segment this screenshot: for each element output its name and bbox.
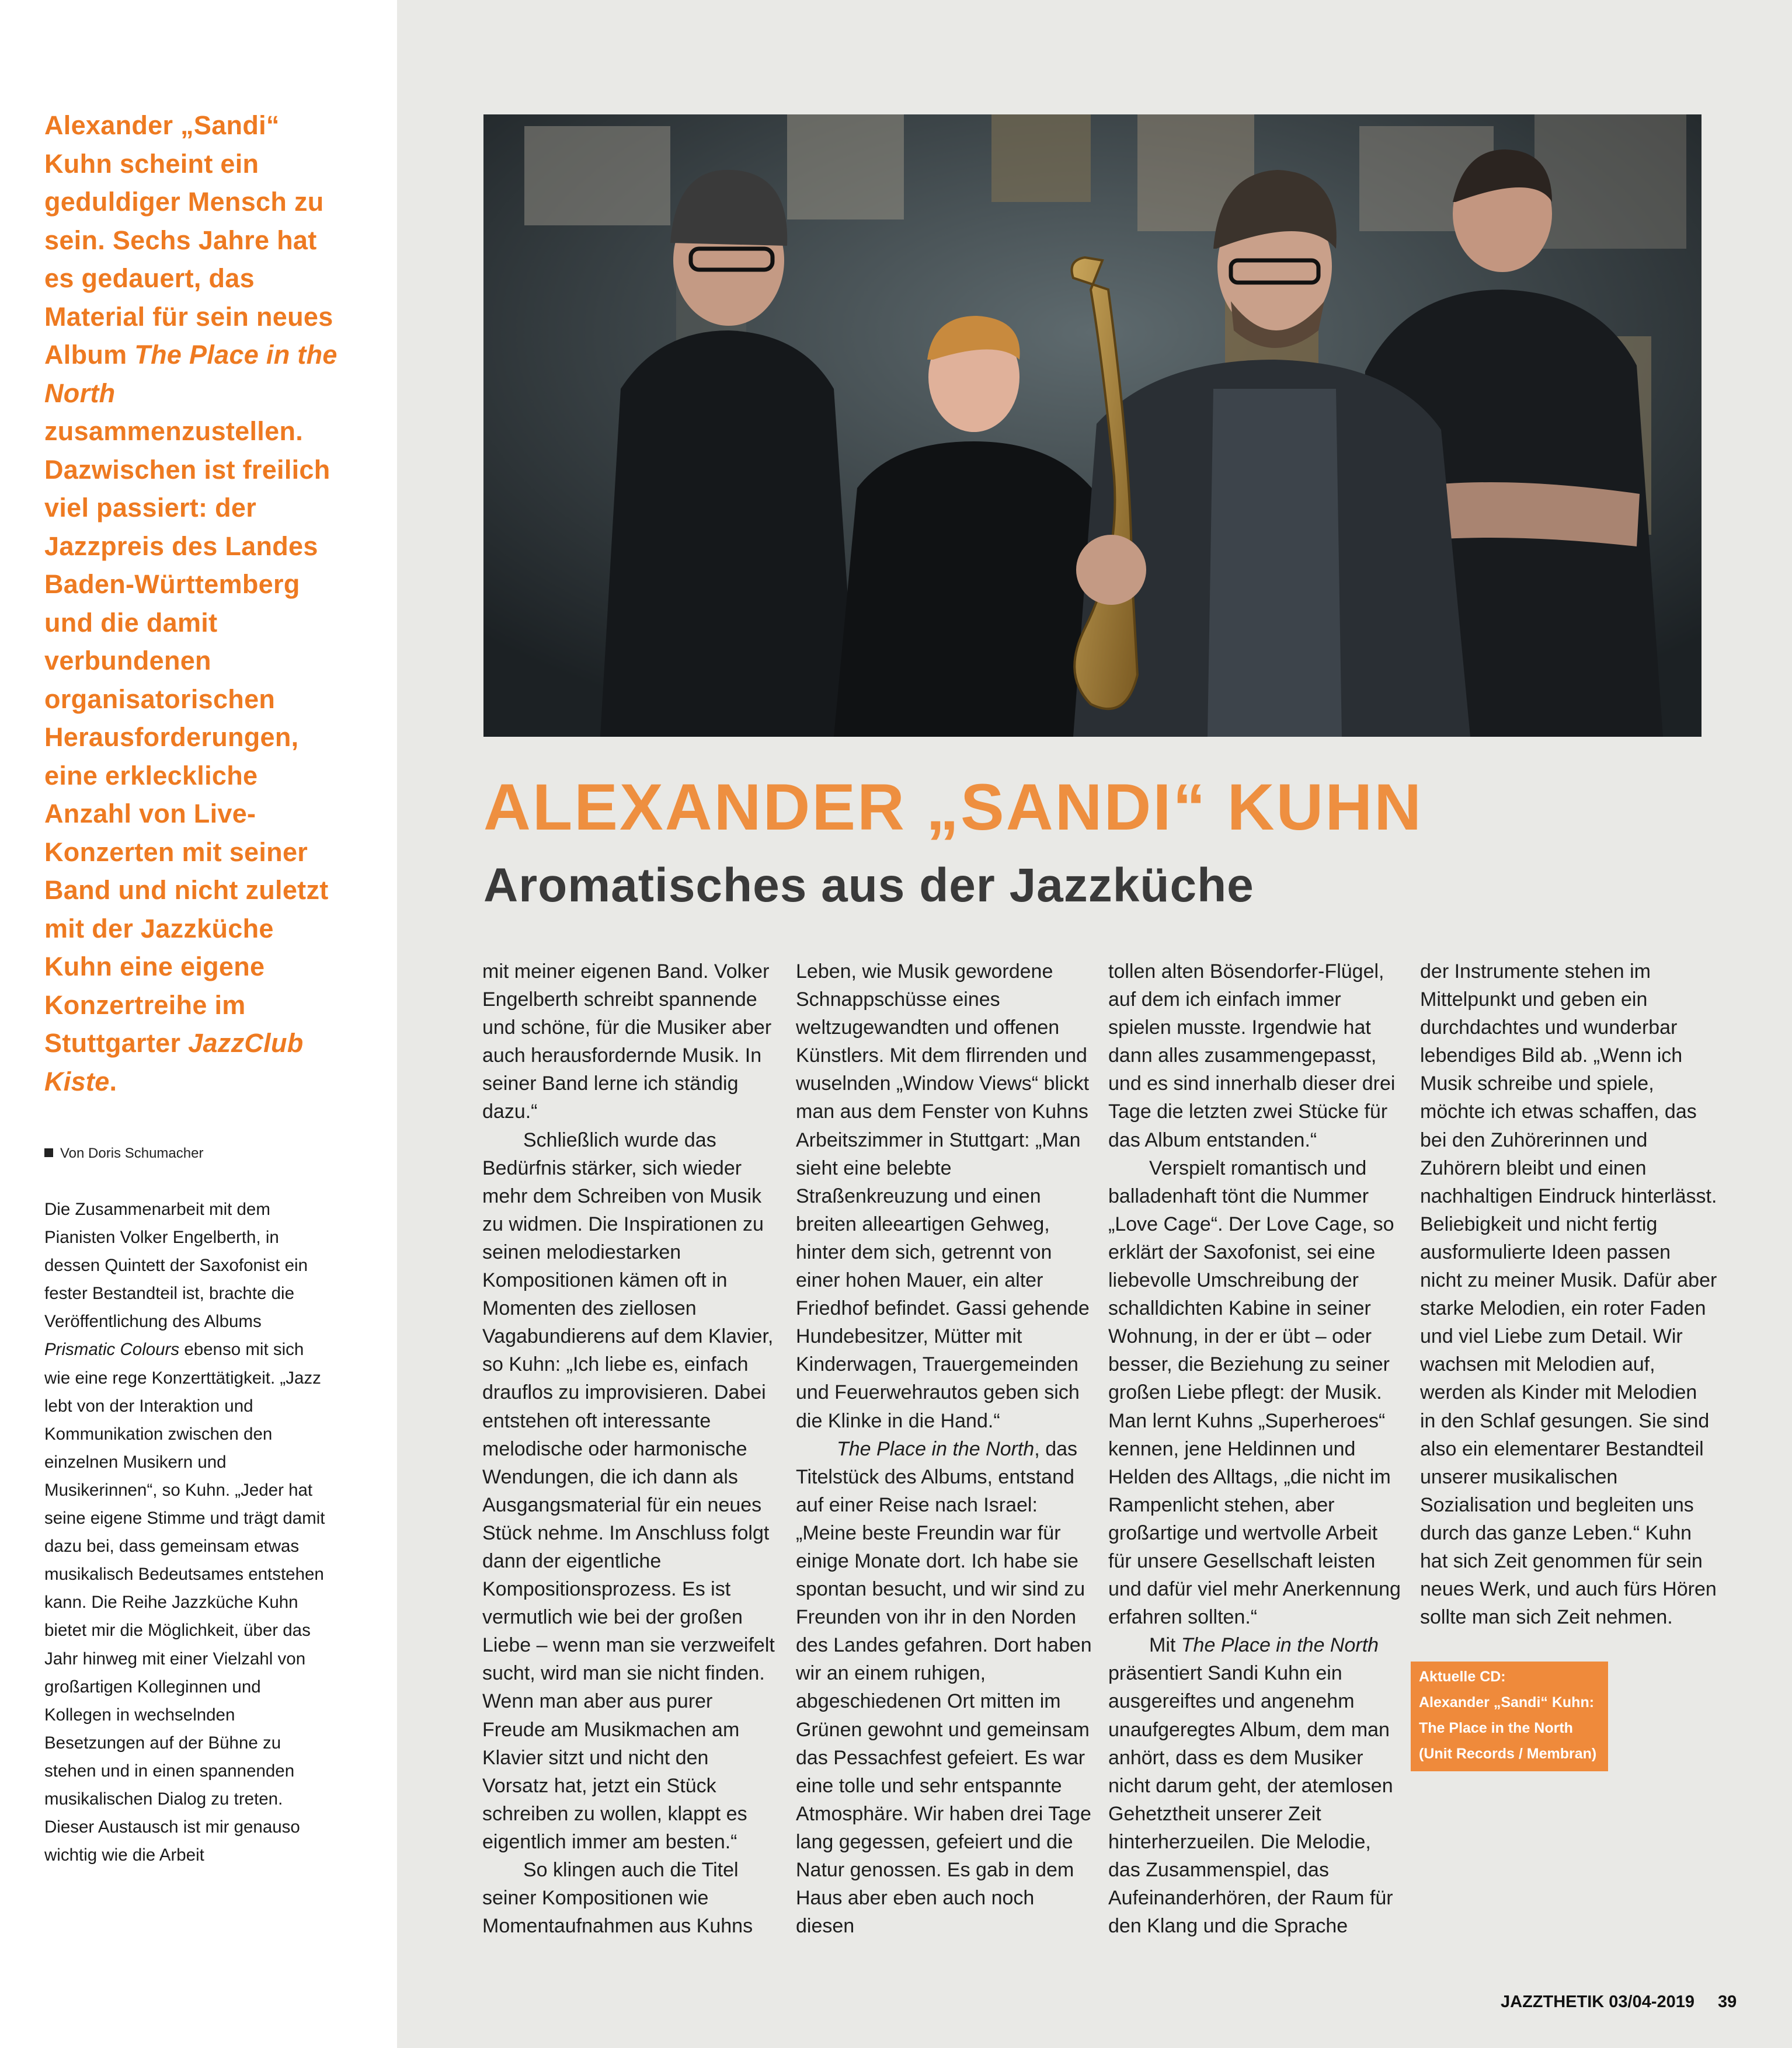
left-column-body [44,1196,330,1869]
intro-club-name: JazzClub Kiste [44,1028,304,1096]
cd-box-artist: Alexander „Sandi“ Kuhn: [1419,1694,1595,1711]
col3-paragraph-1: tollen alten Bösendorfer-Flügel, auf dem ich einfach immer spielen musste. Irgendwie hat dann alles zusammengepasst, und es sind innerhalb dieser drei Tage die letzten zwei Stücke für das Album entstanden.“ [1108,960,1396,1151]
page-footer [1501,1993,1737,2012]
magazine-issue: JAZZTHETIK 03/04-2019 [1501,1993,1695,2011]
body-column-4 [1420,957,1718,1631]
col3-p3-start: Mit [1149,1634,1181,1657]
article-subheadline: Aromatisches aus der Jazzküche [483,859,1254,912]
band-photo [483,114,1701,737]
cd-info-box [1411,1662,1608,1771]
article-headline: ALEXANDER „SANDI“ KUHN [483,771,1424,844]
col3-album-title: The Place in the North [1181,1634,1379,1657]
col3-paragraph-3 [1108,1631,1406,1940]
body-column-2 [796,957,1094,1940]
col3-paragraph-2: Verspielt romantisch und balladenhaft tönt die Nummer „Love Cage“. Der Love Cage, so erklärt der Saxofonist, sei eine liebevolle Umschreibung der schalldichten Kabine in seiner Wohnung, in der er übt – oder besser, die Beziehung zu seiner großen Liebe pflegt: der Musik. Man lernt Kuhns „Superheroes“ kennen, jene Heldinnen und Helden des Alltags, „die nicht im Rampenlicht stehen, aber großartige und wertvolle Arbeit für unsere Gesellschaft leisten und dafür viel mehr Anerkennung erfahren sollten.“ [1108,1157,1401,1629]
intro-album-title: The Place in the North [44,340,337,408]
col1-paragraph-2: Schließlich wurde das Bedürfnis stärker, sich wieder mehr dem Schreiben von Musik zu widmen. Die Inspirationen zu seinen melodiestarken Kompositionen kämen oft in Momenten des ziellosen Vagabundierens auf dem Klavier, so Kuhn: „Ich liebe es, einfach drauflos zu improvisieren. Dabei entstehen oft interessante melodische oder harmonische Wendungen, die ich dann als Ausgangsmaterial für ein neues Stück nehme. Im Anschluss folgt dann der eigentliche Kompositionsprozess. Es ist vermutlich wie bei der großen Liebe – wenn man sie verzweifelt sucht, wird man sie nicht finden. Wenn man aber aus purer Freude am Musikmachen am Klavier sitzt und nicht den Vorsatz hat, jetzt ein Stück schreiben zu wollen, klappt es eigentlich immer am besten.“ [482,1129,775,1853]
intro-text [44,106,348,1100]
left-body-album-title: Prismatic Colours [44,1340,180,1360]
col1-paragraph-3: So klingen auch die Titel seiner Kompositionen wie Momentaufnahmen aus Kuhns [482,1859,753,1938]
col1-paragraph-1: mit meiner eigenen Band. Volker Engelberth schreibt spannende und schöne, für die Musiker aber auch herausfordernde Musik. In seiner Band lerne ich ständig dazu.“ [482,960,772,1123]
col2-paragraph-2-text: , das Titelstück des Albums, entstand auf einer Reise nach Israel: „Meine beste Freundin war für einige Monate dort. Ich habe sie spontan besucht, und wir sind zu Freunden von ihr in den Norden des Landes gefahren. Dort haben wir an einem ruhigen, abgeschiedenen Ort mitten im Grünen gewohnt und gemeinsam das Pessachfest gefeiert. Es war eine tolle und sehr entspannte Atmosphäre. Wir haben drei Tage lang gegessen, gefeiert und die Natur genossen. Es gab in dem Haus aber eben auch noch diesen [796,1437,1092,1938]
author-byline [44,1145,203,1162]
intro-part-1: Alexander „Sandi“ Kuhn scheint ein geduldiger Mensch zu sein. Sechs Jahre hat es gedauert, das Material für sein neues Album [44,110,333,370]
body-column-3 [1108,957,1406,1940]
author-name: Von Doris Schumacher [60,1145,204,1161]
intro-part-2: zusammenzustellen. Dazwischen ist freilich viel passiert: der Jazzpreis des Landes Baden-Württemberg und die damit verbundenen organisatorischen Herausforderungen, eine erkleckliche Anzahl von Live-Konzerten mit seiner Band und nicht zuletzt mit der Jazzküche Kuhn eine eigene Konzertreihe im Stuttgarter [44,416,330,1058]
left-body-part-b: ebenso mit sich wie eine rege Konzerttätigkeit. „Jazz lebt von der Interaktion und Kommunikation zwischen den einzelnen Musikern und Musikerinnen“, so Kuhn. „Jeder hat seine eigene Stimme und trägt damit dazu bei, dass gemeinsam etwas musikalisch Bedeutsames entstehen kann. Die Reihe Jazzküche Kuhn bietet mir die Möglichkeit, über das Jahr hinweg mit einer Vielzahl von großartigen Kolleginnen und Kollegen in wechselnden Besetzungen auf der Bühne zu stehen und in einen spannenden musikalischen Dialog zu treten. Dieser Austausch ist mir genauso wichtig wie die Arbeit [44,1340,325,1865]
cd-box-album: The Place in the North [1419,1720,1573,1736]
col4-paragraph-1: der Instrumente stehen im Mittelpunkt und geben ein durchdachtes und wunderbar lebendiges Bild ab. „Wenn ich Musik schreibe und spiele, möchte ich etwas schaffen, das bei den Zuhörerinnen und Zuhörern bleibt und einen nachhaltigen Eindruck hinterlässt. Beliebigkeit und nicht fertig ausformulierte Ideen passen nicht zu meiner Musik. Dafür aber starke Melodien, ein roter Faden und viel Liebe zum Detail. Wir wachsen mit Melodien auf, werden als Kinder mit Melodien in den Schlaf gesungen. Sie sind also ein elementarer Bestandteil unserer musikalischen Sozialisation und begleiten uns durch das ganze Leben.“ Kuhn hat sich Zeit genommen für sein neues Werk, und auch fürs Hören sollte man sich Zeit nehmen. [1420,960,1717,1629]
page-number: 39 [1718,1993,1737,2011]
square-bullet-icon [44,1148,53,1157]
intro-end: . [109,1066,117,1096]
cd-box-label-info: (Unit Records / Membran) [1419,1746,1597,1762]
band-photo-illustration [483,114,1701,737]
left-body-part-a: Die Zusammenarbeit mit dem Pianisten Volker Engelberth, in dessen Quintett der Saxofonist ein fester Bestandteil ist, brachte die Veröffentlichung des Albums [44,1200,308,1332]
cd-box-label: Aktuelle CD: [1419,1669,1506,1685]
col2-paragraph-2 [796,1435,1094,1941]
col2-album-title: The Place in the North [837,1437,1035,1460]
body-column-1 [482,957,780,1940]
col2-paragraph-1: Leben, wie Musik gewordene Schnappschüsse eines weltzugewandten und offenen Künstlers. Mit dem flirrenden und wuselnden „Window Views“ blickt man aus dem Fenster von Kuhns Arbeitszimmer in Stuttgart: „Man sieht eine belebte Straßenkreuzung und einen breiten alleeartigen Gehweg, hinter dem sich, getrennt von einer hohen Mauer, ein alter Friedhof befindet. Gassi gehende Hundebesitzer, Mütter mit Kinderwagen, Trauergemeinden und Feuerwehrautos geben sich die Klinke in die Hand.“ [796,960,1090,1432]
col3-p3-rest: präsentiert Sandi Kuhn ein ausgereiftes und angenehm unaufgeregtes Album, dem man anhört, dass es dem Musiker nicht darum geht, der atemlosen Gehetztheit unserer Zeit hinterherzueilen. Die Melodie, das Zusammenspiel, das Aufeinanderhören, der Raum für den Klang und die Sprache [1108,1662,1393,1938]
